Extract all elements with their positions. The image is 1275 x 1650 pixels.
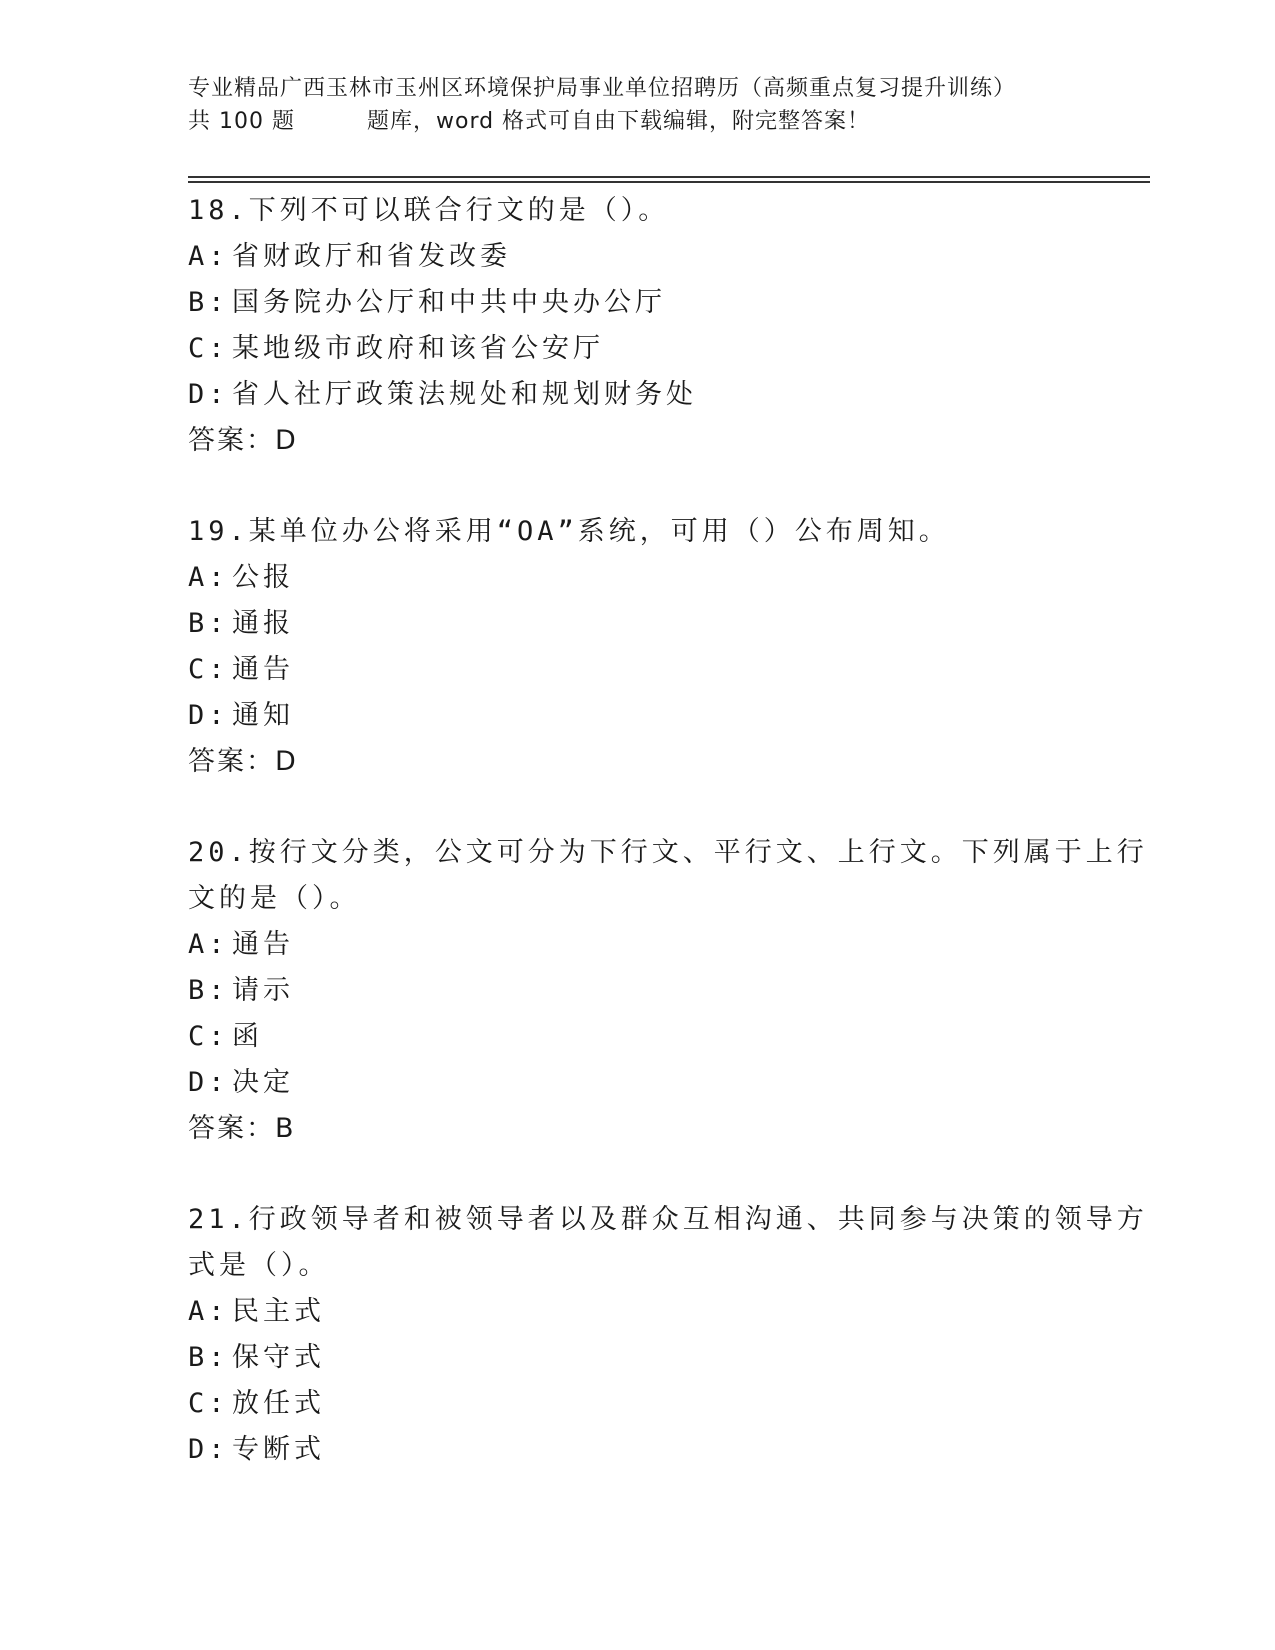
option-key: B:	[188, 1342, 229, 1373]
answer-option	[188, 1381, 1088, 1427]
option-key: C:	[188, 1388, 229, 1419]
answer-option	[188, 601, 1088, 647]
answer-option	[188, 647, 1088, 693]
question-block	[188, 830, 1148, 1152]
answer-option	[188, 1335, 1088, 1381]
option-text: 保守式	[232, 1342, 325, 1373]
option-key: D:	[188, 1067, 229, 1098]
answer-option	[188, 922, 1088, 968]
answer-option	[188, 693, 1088, 739]
question-block	[188, 509, 1088, 785]
question-text: 18.下列不可以联合行文的是（）。	[188, 195, 670, 226]
option-text: 省财政厅和省发改委	[232, 241, 511, 272]
answer-line: 答案：D	[188, 425, 298, 456]
option-key: D:	[188, 379, 229, 410]
option-text: 某地级市政府和该省公安厅	[232, 333, 604, 364]
option-key: D:	[188, 700, 229, 731]
option-key: B:	[188, 608, 229, 639]
question-block	[188, 188, 1088, 464]
option-key: D:	[188, 1434, 229, 1465]
answer-option	[188, 326, 1088, 372]
answer-option	[188, 1427, 1088, 1473]
answer-option	[188, 1060, 1088, 1106]
answer-option	[188, 1014, 1088, 1060]
header-divider-top	[188, 176, 1150, 178]
answer-option	[188, 280, 1088, 326]
question-block	[188, 1197, 1148, 1473]
option-text: 通告	[232, 654, 294, 685]
question-text: 20.按行文分类，公文可分为下行文、平行文、上行文。下列属于上行	[188, 837, 1148, 868]
answer-option	[188, 234, 1088, 280]
option-text: 省人社厅政策法规处和规划财务处	[232, 379, 697, 410]
option-key: C:	[188, 654, 229, 685]
option-text: 专断式	[232, 1434, 325, 1465]
option-key: B:	[188, 975, 229, 1006]
option-text: 通告	[232, 929, 294, 960]
answer-option	[188, 968, 1088, 1014]
option-text: 民主式	[232, 1296, 325, 1327]
question-text: 19.某单位办公将采用“OA”系统，可用（）公布周知。	[188, 516, 950, 547]
option-text: 放任式	[232, 1388, 325, 1419]
option-key: A:	[188, 241, 229, 272]
answer-option	[188, 372, 1088, 418]
answer-option	[188, 1289, 1088, 1335]
question-list	[188, 188, 1148, 1473]
option-key: B:	[188, 287, 229, 318]
header-description: 题库，word 格式可自由下载编辑，附完整答案！	[366, 109, 871, 134]
header-divider-bottom	[188, 181, 1150, 183]
option-text: 国务院办公厅和中共中央办公厅	[232, 287, 666, 318]
option-text: 决定	[232, 1067, 294, 1098]
document-header	[188, 72, 1108, 138]
answer-line: 答案：D	[188, 746, 298, 777]
question-text: 式是（）。	[188, 1250, 330, 1281]
option-text: 通报	[232, 608, 294, 639]
option-text: 通知	[232, 700, 294, 731]
header-title-line: 专业精品广西玉林市玉州区环境保护局事业单位招聘历（高频重点复习提升训练）	[188, 76, 1017, 101]
question-count: 共 100 题	[188, 109, 295, 134]
option-key: C:	[188, 1021, 229, 1052]
question-text: 文的是（）。	[188, 883, 361, 914]
option-text: 函	[232, 1021, 263, 1052]
option-key: A:	[188, 1296, 229, 1327]
option-key: C:	[188, 333, 229, 364]
question-text: 21.行政领导者和被领导者以及群众互相沟通、共同参与决策的领导方	[188, 1204, 1148, 1235]
answer-option	[188, 555, 1088, 601]
option-text: 请示	[232, 975, 294, 1006]
option-text: 公报	[232, 562, 294, 593]
option-key: A:	[188, 929, 229, 960]
answer-line: 答案：B	[188, 1113, 296, 1144]
header-subtitle-line	[188, 105, 1108, 138]
option-key: A:	[188, 562, 229, 593]
